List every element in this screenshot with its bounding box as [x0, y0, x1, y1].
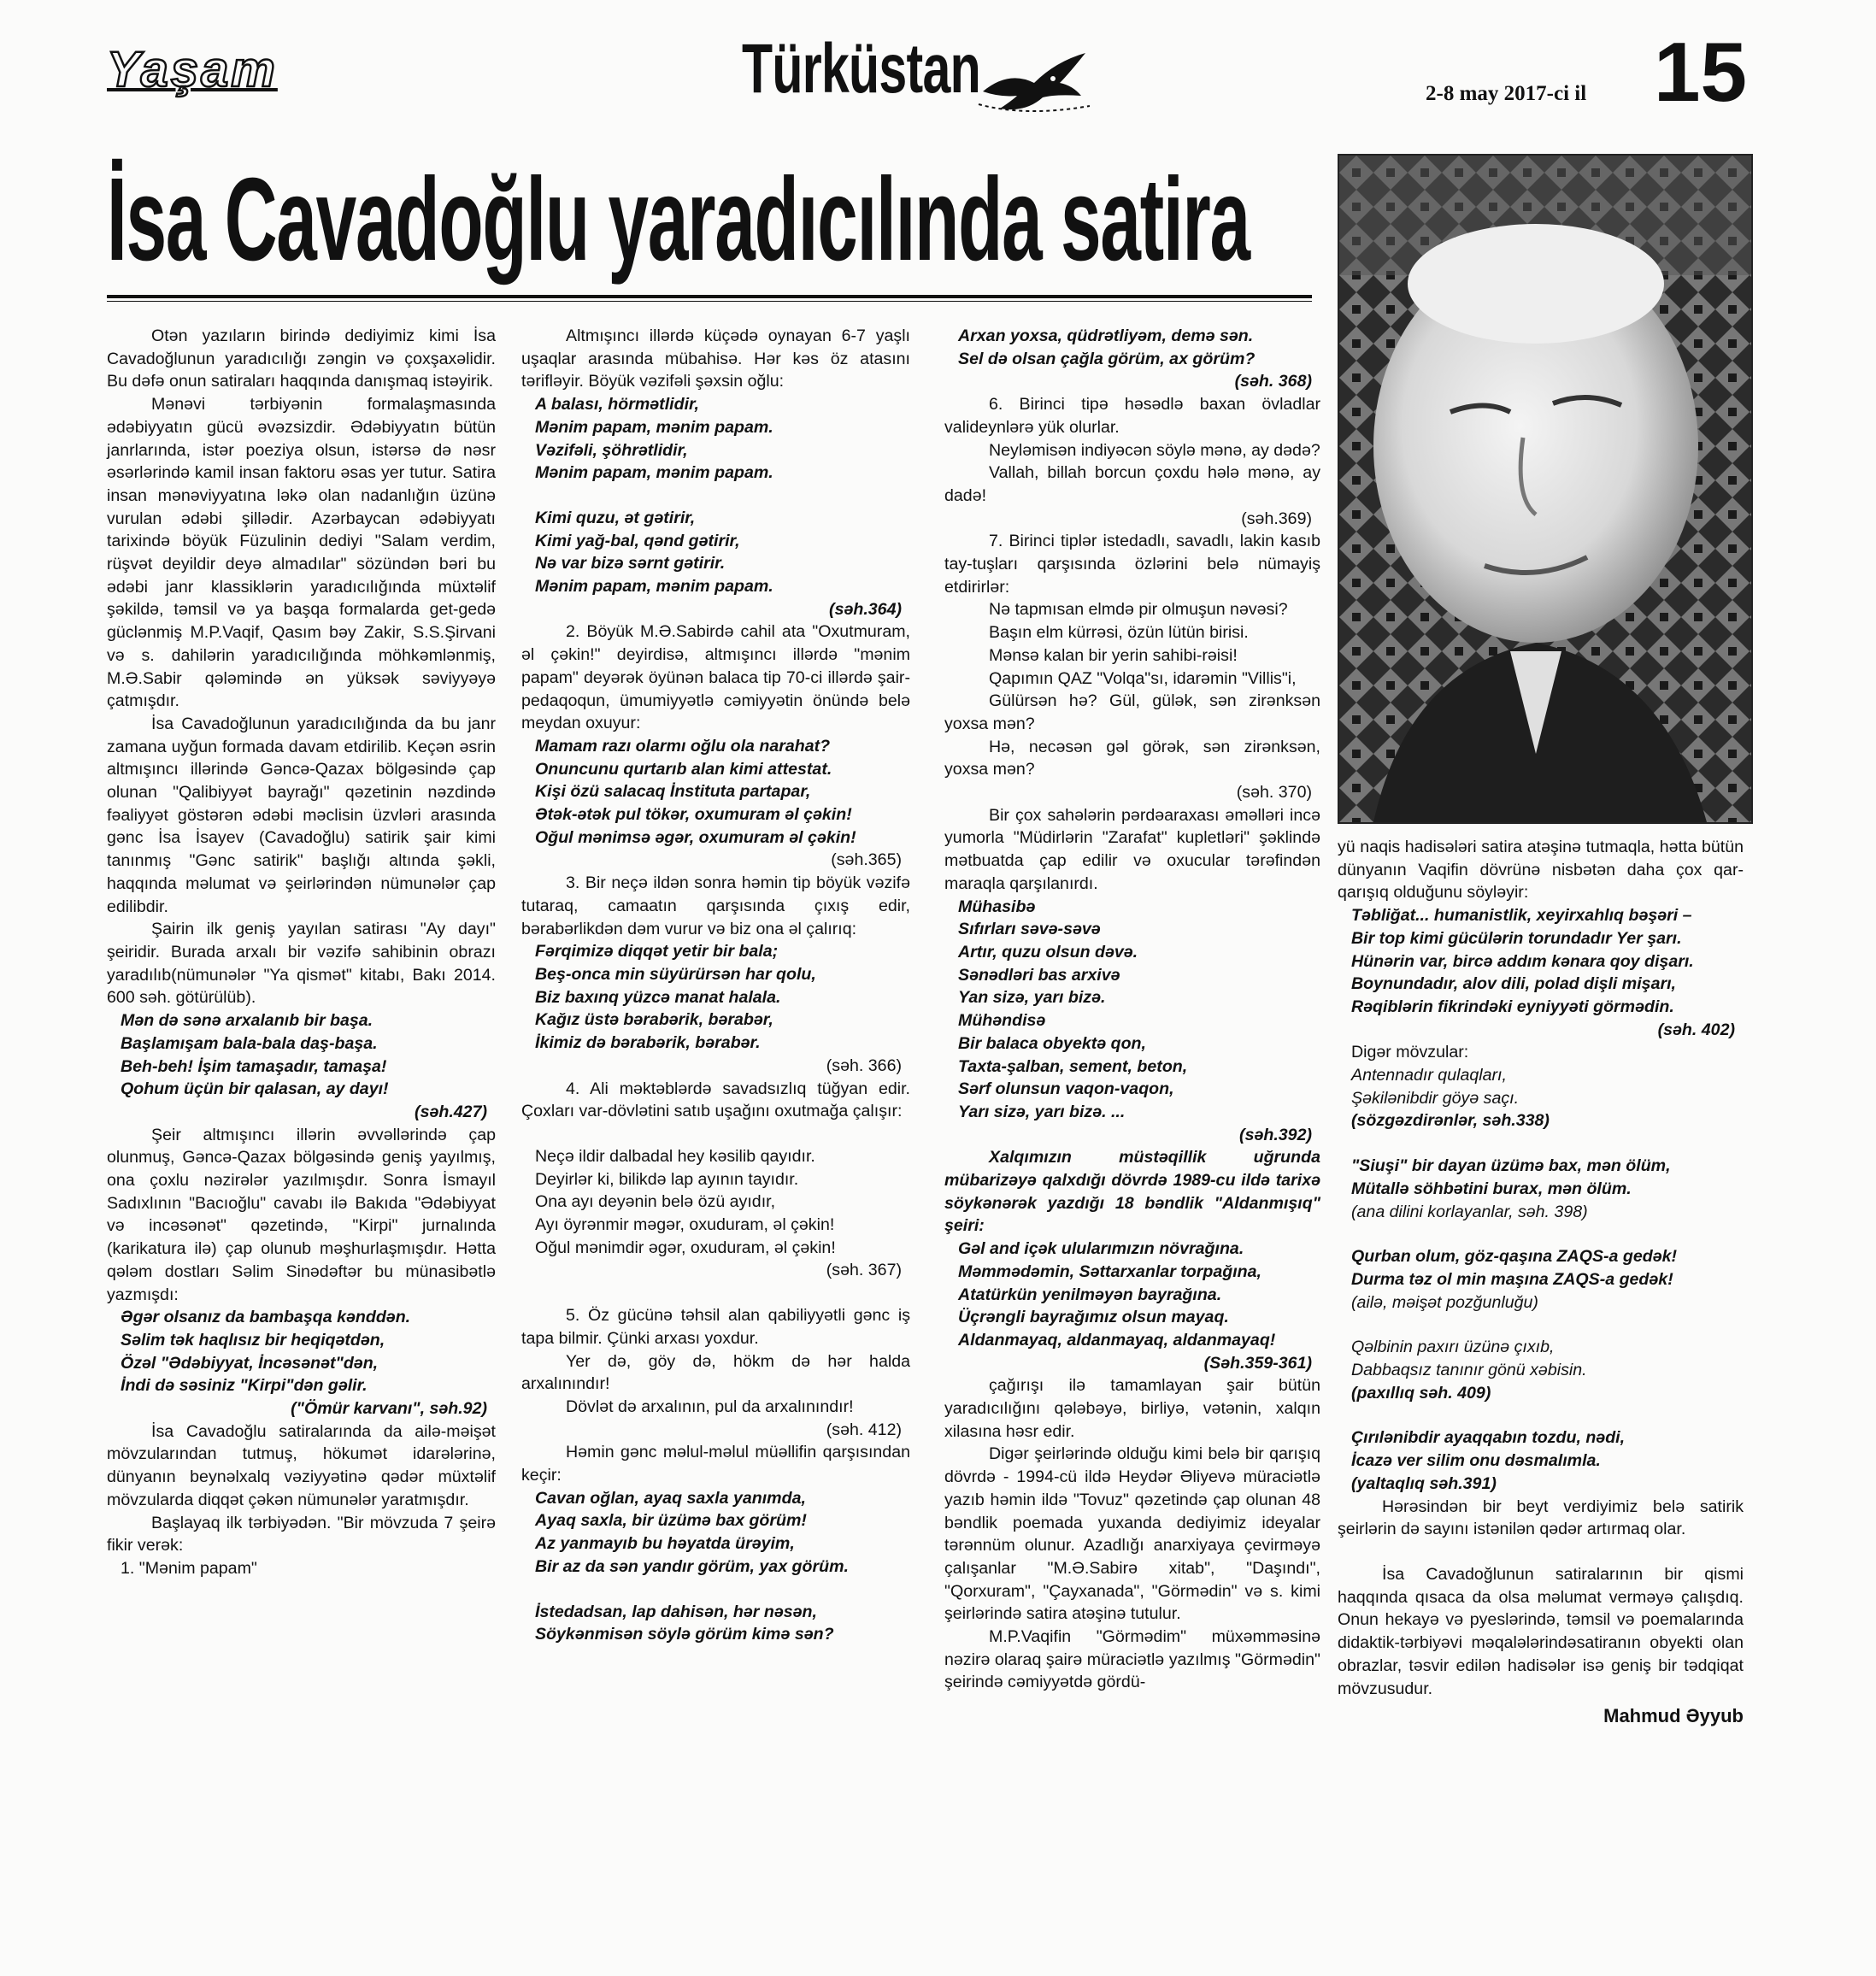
poem-line: (ana dilini korlayanlar, səh. 398) [1351, 1202, 1588, 1221]
poem-line: Kimi yağ-bal, qənd gətirir, [535, 531, 740, 550]
page-citation: (səh.427) [415, 1102, 487, 1121]
portrait-photo [1338, 154, 1753, 824]
poem-line: Oğul mənimsə əgər, oxumuram əl çəkin! [535, 827, 856, 847]
poem-line: 1. "Mənim papam" [121, 1558, 257, 1578]
poem-line: Ona ayı deyənin belə özü ayıdır, [535, 1192, 776, 1212]
article-headline: İsa Cavadoğlu yaradıcılında satira [107, 154, 1250, 285]
paragraph: 7. Birinci tiplər istedadlı, savadlı, lakin kasıb tay-tuşları qarşısında özlərini belə nümayiş etdirirlər: [944, 532, 1320, 597]
poem-line: Taxta-şalban, sement, beton, [958, 1056, 1188, 1076]
paragraph: Otən yazıların birində dediyimiz kimi İsa Cavadoğlunun yaradıcılığı zəngin və çoxşaxəlidir. Bu dəfə onun satiraları haqqında danışmaq istəyirik. [107, 326, 496, 391]
poem-line: Deyirlər ki, bilikdə lap ayının tayıdır. [535, 1169, 799, 1189]
poem-line: Yarı sizə, yarı bizə. ... [958, 1102, 1126, 1121]
poem-line: Arxan yoxsa, qüdrətliyəm, demə sən. [958, 326, 1254, 345]
paragraph: 3. Bir neçə ildən sonra həmin tip böyük vəzifə tutaraq, camaatın qarşısında çıxış edir, bərabərlikdən dəm vurur və biz ona əl çalırıq: [521, 873, 910, 938]
article-column-3 [944, 325, 1320, 1694]
poem-line: Mamam razı olarmı oğlu ola narahat? [535, 736, 831, 756]
poem-line: Mən də sənə arxalanıb bir başa. [121, 1011, 373, 1031]
paragraph: Bir çox sahələrin pərdəaraxası əməlləri incə yumorla "Müdirlərin "Zarafat" kupletləri" şəklində mətbuatda çap edilir və oxucular tərəfindən maraqla qarşılanırdı. [944, 805, 1320, 893]
poem-line: Neçə ildir dalbadal hey kəsilib qayıdır. [535, 1146, 815, 1166]
poem-line: "Siuşi" bir dayan üzümə bax, mən ölüm, [1351, 1156, 1671, 1176]
paragraph: Mənsə kalan bir yerin sahibi-rəisi! [989, 645, 1238, 665]
paragraph: Şairin ilk geniş yayılan satirası "Ay dayı" şeiridir. Burada arxalı bir vəzifə sahibinin obrazı yaradılıb(nümunələr "Ya qismət" kitabı, Bakı 2014. 600 səh. götürülüb). [107, 920, 496, 1008]
poem-line: Sərf olunsun vaqon-vaqon, [958, 1079, 1174, 1099]
paragraph-gap [1338, 1541, 1744, 1563]
poem-line: Antennadır qulaqları, [1351, 1066, 1507, 1085]
poem-line: Mühəndisə [958, 1011, 1046, 1031]
author-signature: Mahmud Əyyub [1603, 1705, 1744, 1727]
poem-line: Sənədləri bas arxivə [958, 965, 1120, 985]
poem-line: Bir top kimi gücülərin torundadır Yer şarı. [1351, 928, 1682, 948]
poem-line: Nə var bizə sərnt gətirir. [535, 554, 726, 573]
paragraph: M.P.Vaqifin "Görmədim" müxəmməsinə nəzirə olaraq şairə müraciətlə yazılmış "Görmədin" şeirində cəmiyyətdə gördü- [944, 1627, 1320, 1692]
poem-line: Mənim papam, mənim papam. [535, 463, 773, 483]
paragraph-gap [521, 1123, 910, 1145]
poem-line: Atatürkün yenilməyən bayrağına. [958, 1285, 1222, 1304]
paragraph: Başın elm kürrəsi, özün lütün birisi. [989, 623, 1249, 643]
page-citation: (səh. 370) [1236, 783, 1312, 803]
poem-line: İcazə ver silim onu dəsmalımla. [1351, 1451, 1601, 1471]
poem-line: (ailə, məişət pozğunluğu) [1351, 1292, 1538, 1312]
paragraph: Həmin gənc məlul-məlul müəllifin qarşısından keçir: [521, 1443, 910, 1485]
paragraph-gap [521, 485, 910, 507]
paragraph: Dövlət də arxalının, pul da arxalınındır! [566, 1397, 854, 1416]
poem-line: Ayaq saxla, bir üzümə bax görüm! [535, 1511, 807, 1531]
page-citation: (səh. 367) [826, 1261, 902, 1280]
poem-line: Digər mövzular: [1351, 1043, 1469, 1062]
headline-rule-thin [107, 301, 1312, 302]
paragraph-gap [1338, 1132, 1744, 1155]
poem-line: Yan sizə, yarı bizə. [958, 988, 1106, 1008]
poem-line: Məmmədəmin, Səttarxanlar torpağına, [958, 1261, 1261, 1281]
poem-line: Cavan oğlan, ayaq saxla yanımda, [535, 1488, 806, 1508]
paragraph-gap [1338, 1404, 1744, 1426]
poem-line: Dabbaqsız tanınır gönü xəbisin. [1351, 1361, 1587, 1380]
paragraph: Vallah, billah borcun çoxdu hələ mənə, ay dadə! [944, 463, 1320, 505]
paragraph: 6. Birinci tipə həsədlə baxan övladlar valideynlərə yük olurlar. [944, 395, 1320, 437]
poem-line: İndi də səsiniz "Kirpi"dən gəlir. [121, 1376, 368, 1396]
page-number: 15 [1654, 25, 1748, 119]
page-citation: (səh.392) [1239, 1125, 1312, 1144]
poem-line: Sıfırları səvə-səvə [958, 920, 1101, 939]
poem-line: Özəl "Ədəbiyyat, İncəsənət"dən, [121, 1353, 379, 1373]
poem-line: Boynundadır, alov dili, polad dişli mişarı, [1351, 974, 1676, 994]
paragraph: Gülürsən hə? Gül, gülək, sən zirənksən yoxsa mən? [944, 691, 1320, 733]
article-column-4 [1338, 836, 1744, 1728]
page-citation: (Səh.359-361) [1203, 1353, 1312, 1373]
poem-line: Səlim tək haqlısız bir heqiqətdən, [121, 1330, 385, 1350]
poem-line: A balası, hörmətlidir, [535, 395, 699, 415]
poem-line: (yaltaqlıq səh.391) [1351, 1473, 1497, 1493]
poem-line: Mənim papam, mənim papam. [535, 417, 773, 437]
paragraph-gap [1338, 1223, 1744, 1245]
paragraph: Digər şeirlərində olduğu kimi belə bir qarışıq dövrdə - 1994-cü ildə Heydər Əliyevə müraciətlə yazıb həmin ildə "Tovuz" qəzetində çap olunan 48 bəndlik poemada yuxanda dediyimiz ideyalar tərənnüm olunur. Azadlığı anarxiyaya çevirməyə çalışanlar "M.Ə.Sabirə xitab", "Daşındı", "Qorxuram", "Çayxanada", "Görmədin" və s. kimi şeirlərində satira atəşinə tutulur. [944, 1444, 1320, 1624]
poem-line: Durma təz ol min maşına ZAQS-a gedək! [1351, 1269, 1673, 1289]
poem-line: Beh-beh! İşim tamaşadır, tamaşa! [121, 1056, 387, 1076]
paragraph: Altmışıncı illərdə küçədə oynayan 6-7 yaşlı uşaqlar arasında mübahisə. Hər kəs öz atasını tərifləyir. Böyük vəzifəli şəxsin oğlu: [521, 326, 910, 391]
poem-line: Aldanmayaq, aldanmayaq, aldanmayaq! [958, 1330, 1276, 1350]
poem-line: Çırılənibdir ayaqqabın tozdu, nədi, [1351, 1428, 1626, 1448]
poem-line: (paxıllıq səh. 409) [1351, 1383, 1491, 1403]
poem-line: Mənim papam, mənim papam. [535, 577, 773, 597]
poem-line: Kağız üstə bərabərik, bərabər, [535, 1010, 773, 1030]
section-name: Yaşam [107, 42, 278, 97]
page-citation: (səh. 368) [1234, 372, 1312, 391]
paragraph: Şeir altmışıncı illərin əvvəllərində çap olunmuş, Gəncə-Qazax bölgəsində geniş yayılmış, ona çoxlu nəzirələr yazılmışdır. Sonra İsmayıl Sadıxlının "Bacıoğlu" cavabı ilə Bakıda "Ədəbiyyat və incəsənət" qəzetində, "Kirpi" jurnalında (karikatura ilə) çap olunub məşhurlaşmışdır. Hətta qələm dostları Səlim Sinədəftər bu münasibətlə yazmışdı: [107, 1125, 496, 1304]
poem-line: Oğul mənimdir əgər, oxuduram, əl çəkin! [535, 1238, 836, 1257]
poem-line: Rəqiblərin fikrindəki eyniyyəti görmədin. [1351, 997, 1674, 1016]
poem-line: Kişi özü salacaq İnstituta partapar, [535, 782, 811, 802]
poem-line: Az yanmayıb bu həyatda ürəyim, [535, 1534, 795, 1554]
poem-line: Qəlbinin paxırı üzünə çıxıb, [1351, 1338, 1555, 1357]
poem-line: İstedadsan, lap dahisən, hər nəsən, [535, 1602, 817, 1621]
poem-line: Ətək-ətək pul tökər, oxumuram əl çəkin! [535, 805, 852, 825]
paragraph: çağırışı ilə tamamlayan şair bütün yaradıcılığını qələbəyə, birliyə, vətənin, xalqın xilasına həsr edir. [944, 1376, 1320, 1441]
poem-line: Şəkilənibdir göyə saçı. [1351, 1088, 1520, 1108]
page-citation: ("Ömür karvanı", səh.92) [291, 1399, 487, 1419]
poem-line: Kimi quzu, ət gətirir, [535, 508, 696, 527]
poem-line: Qohum üçün bir qalasan, ay dayı! [121, 1079, 389, 1099]
paragraph-gap [521, 1282, 910, 1304]
page-citation: (səh. 402) [1657, 1020, 1735, 1039]
paragraph: Mənəvi tərbiyənin formalaşmasında ədəbiyyatın gücü əvəzsizdir. Ədəbiyyatın bütün janrlarında, istər poeziya olsun, istərsə də nəsr əsərlərində kamil insan faktoru əsas yer tutur. Satira insan mənəviyyatına ləkə olan nadanlığın üzünə vurulan ədəbi şillədir. Azərbaycan ədəbiyyatı tarixində böyük Füzulinin dediyi "Salam verdim, rüşvət deyildir deyə almadılar" sözündən bəri bu ədəbi janr klassiklərin yaradıcılığında müxtəlif şəkildə, təmsil və ya başqa formalarda get-gedə güclənmiş M.P.Vaqif, Qasım bəy Zakir, S.S.Şirvani və s. dahilərin yaradıcılığında möhkəmlənmiş, M.Ə.Sabir qələmində ən yüksək səviyyəyə çatmışdır. [107, 395, 496, 711]
article-column-2 [521, 325, 910, 1646]
poem-line: Hünərin var, bircə addım kənara qoy dişarı. [1351, 951, 1694, 971]
paragraph: İsa Cavadoğlu satiralarında da ailə-məişət mövzularından tutmuş, hökumət idarələrinə, dünyanın beynəlxalq vəziyyətinə qədər müxtəlif mövzularda diqqət çəkən nümunələr yaratmışdır. [107, 1421, 496, 1509]
poem-line: Gəl and içək ulularımızın növrağına. [958, 1239, 1244, 1259]
poem-line: Onuncunu qurtarıb alan kimi attestat. [535, 759, 832, 779]
paragraph: Neyləmisən indiyəcən söylə mənə, ay dədə? [989, 440, 1320, 460]
paragraph: yü naqis hadisələri satira atəşinə tutmaqla, hətta bütün dünyanın Vaqifin dövrünə nisbətən daha çox qar-qarışıq olduğunu söyləyir: [1338, 838, 1744, 903]
paragraph: İsa Cavadoğlunun yaradıcılığında da bu janr zamana uyğun formada davam etdirilib. Keçən əsrin altmışıncı illərində Gəncə-Qazax bölgəsində çap olunan "Qalibiyyət bayrağı" qəzetinin nəzdində fəaliyyət göstərən ədəbi məclisin üzvləri arasında gənc İsa İsayev (Cavadoğlu) satirik şair kimi tanınmış "Gənc satirik" başlığı altında şəkli, haqqında məlumat və şeirlərindən nümunələr çap edilibdir. [107, 714, 496, 916]
poem-line: Qurban olum, göz-qaşına ZAQS-a gedək! [1351, 1247, 1678, 1267]
paragraph: Yer də, göy də, hökm də hər halda arxalınındır! [521, 1351, 910, 1394]
paragraph-gap [521, 1579, 910, 1601]
poem-line: Söykənmisən söylə görüm kimə sən? [535, 1625, 834, 1644]
paragraph: Başlayaq ilk tərbiyədən. "Bir mövzuda 7 şeirə fikir verək: [107, 1513, 496, 1556]
headline-rule [107, 295, 1312, 298]
paragraph: İsa Cavadoğlunun satiralarının bir qismi haqqında qısaca da olsa məlumat verməyə çalışdıq. Onun hekayə və pyeslərində, təmsil və poemalarında didaktik-tərbiyəvi məqalələrindəsatiranın obyekti olan obrazlar, təsvir edilən hadisələr isə geniş bir tədqiqat mövzusudur. [1338, 1564, 1744, 1698]
poem-line: Üçrəngli bayrağımız olsun mayaq. [958, 1308, 1229, 1327]
paragraph: Hə, necəsən gəl görək, sən zirənksən, yoxsa mən? [944, 737, 1320, 779]
poem-line: İkimiz də bərabərik, bərabər. [535, 1033, 761, 1053]
poem-line: Biz baxınq yüzcə manat halala. [535, 987, 781, 1007]
newspaper-title: Türküstan [742, 30, 980, 108]
article-column-1 [107, 325, 496, 1580]
page-citation: (səh.369) [1241, 509, 1312, 528]
page-citation: (səh. 366) [826, 1056, 902, 1075]
poem-line: Artır, quzu olsun dəvə. [958, 942, 1138, 962]
poem-line: Beş-onca min süyürürsən har qolu, [535, 964, 816, 984]
poem-line: Bir az da sən yandır görüm, yax görüm. [535, 1556, 849, 1576]
page-citation: (səh.365) [831, 850, 902, 870]
paragraph: Hərəsindən bir beyt verdiyimiz belə satirik şeirlərin də sayını istənilən qədər artırmaq olar. [1338, 1497, 1744, 1539]
poem-line: Sel də olsan çağla görüm, ax görüm? [958, 349, 1256, 368]
poem-line: Fərqimizə diqqət yetir bir bala; [535, 942, 779, 962]
paragraph-gap [1338, 1314, 1744, 1336]
poem-line: (sözgəzdirənlər, səh.338) [1351, 1111, 1550, 1131]
poem-line: Ayı öyrənmir məgər, oxuduram, əl çəkin! [535, 1215, 835, 1235]
poem-line: Başlamışam bala-bala daş-başa. [121, 1033, 378, 1053]
paragraph: Nə tapmısan elmdə pir olmuşun nəvəsi? [989, 600, 1288, 620]
poem-line: Təbliğat... humanistlik, xeyirxahlıq bəşəri – [1351, 906, 1692, 926]
poem-line: Mütallə söhbətini burax, mən ölüm. [1351, 1179, 1632, 1198]
page-citation: (səh.364) [829, 599, 902, 619]
page-citation: (səh. 412) [826, 1420, 902, 1439]
paragraph: 4. Ali məktəblərdə savadsızlıq tüğyan edir. Çoxları var-dövlətini satıb uşağını oxutmağa çalışır: [521, 1079, 910, 1121]
poem-line: Bir balaca obyektə qon, [958, 1033, 1146, 1053]
paragraph: Xalqımızın müstəqillik uğrunda mübarizəyə qalxdığı dövrdə 1989-cu ildə tarixə söykənərək yazdığı 18 bəndlik "Aldanmışıq" şeiri: [944, 1148, 1320, 1236]
paragraph: Qapımın QAZ "Volqa"sı, idarəmin "Villis"i, [989, 668, 1297, 688]
paragraph: 2. Böyük M.Ə.Sabirdə cahil ata "Oxutmuram, əl çəkin!" deyirdisə, altmışıncı illərdə "mənim papam" deyərək öyünən balaca tip 70-ci illərdə şair-pedaqoqun, ümumiyyətlə cəmiyyətin önündə belə meydan oxuyur: [521, 622, 910, 733]
paragraph: 5. Öz gücünə təhsil alan qabiliyyətli gənc iş tapa bilmir. Çünki arxası yoxdur. [521, 1306, 910, 1348]
issue-date: 2-8 may 2017-ci il [1426, 82, 1587, 105]
poem-line: Mühasibə [958, 897, 1036, 916]
poem-line: Vəzifəli, şöhrətlidir, [535, 440, 688, 460]
bird-logo-icon [974, 44, 1094, 121]
poem-line: Əgər olsanız da bambaşqa kənddən. [121, 1308, 411, 1327]
